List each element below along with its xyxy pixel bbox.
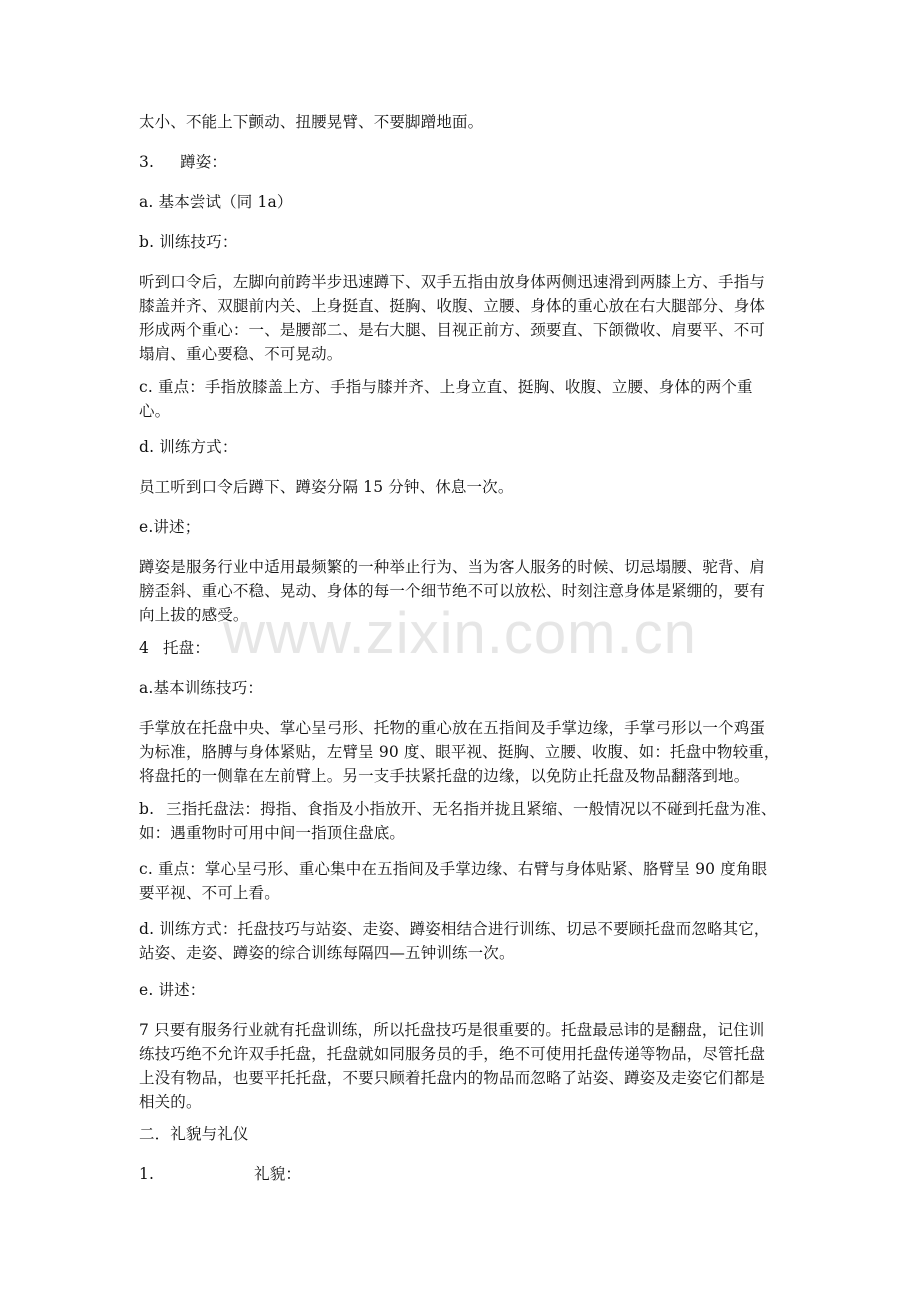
item-explanation-heading xyxy=(139,515,787,539)
paragraph-squat-keypoints xyxy=(139,375,787,423)
text-line: 听到口令后，左脚向前跨半步迅速蹲下、双手五指由放身体两侧迅速滑到两膝上方、手指与 xyxy=(139,273,766,291)
item-basic-attempt xyxy=(139,190,787,214)
text-line: 7 只要有服务行业就有托盘训练，所以托盘技巧是很重要的。托盘最忌讳的是翻盘，记住训 xyxy=(139,1021,765,1039)
chapter-heading-courtesy xyxy=(139,1122,787,1146)
text-line: 相关的。 xyxy=(139,1093,202,1111)
text-line: 蹲姿是服务行业中适用最频繁的一种举止行为、当为客人服务的时候、切忌塌腰、驼背、肩 xyxy=(139,558,766,576)
section-number: 4 xyxy=(139,639,150,657)
text-line: 塌肩、重心要稳、不可晃动。 xyxy=(139,345,343,363)
paragraph-three-finger-tray xyxy=(139,797,787,845)
section-heading-politeness xyxy=(139,1162,787,1186)
text-line: 要平视、不可上看。 xyxy=(139,884,280,902)
text-line xyxy=(139,797,787,821)
item-explanation-heading-2 xyxy=(139,978,787,1002)
text-line: 为标准，胳膊与身体紧贴，左臂呈 90 度、眼平视、挺胸、立腰、收腹、如：托盘中物较重， xyxy=(139,743,780,761)
section-heading-tray xyxy=(139,636,787,660)
paragraph-training-method xyxy=(139,475,787,499)
text-line: a. 基本尝试（同 1a） xyxy=(139,193,293,211)
paragraph-squat-explanation xyxy=(139,555,787,627)
section-heading-squat xyxy=(139,150,787,174)
paragraph-tray-training-method xyxy=(139,917,787,965)
text-line: 二．礼貌与礼仪 xyxy=(139,1125,249,1143)
text-line: 太小、不能上下颤动、扭腰晃臂、不要脚蹭地面。 xyxy=(139,113,484,131)
text-line: 向上拔的感受。 xyxy=(139,606,249,624)
text-line: 员工听到口令后蹲下、蹲姿分隔 15 分钟、休息一次。 xyxy=(139,478,514,496)
item-basic-training-heading xyxy=(139,676,787,700)
text-line: 练技巧绝不允许双手托盘，托盘就如同服务员的手，绝不可使用托盘传递等物品，尽管托盘 xyxy=(139,1045,766,1063)
text-line: c. 重点：手指放膝盖上方、手指与膝并齐、上身立直、挺胸、收腹、立腰、身体的两个重 xyxy=(139,378,753,396)
text-line: 站姿、走姿、蹲姿的综合训练每隔四—五钟训练一次。 xyxy=(139,944,515,962)
paragraph-tray-technique xyxy=(139,716,787,788)
item-text: 三指托盘法：拇指、食指及小指放开、无名指并拢且紧缩、一般情况以不碰到托盘为准、 xyxy=(166,800,777,818)
item-training-method-heading xyxy=(139,435,787,459)
section-title: 礼貌： xyxy=(254,1165,302,1183)
section-number: 3. xyxy=(139,153,155,171)
text-line: 膀歪斜、重心不稳、晃动、身体的每一个细节绝不可以放松、时刻注意身体是紧绷的，要有 xyxy=(139,582,766,600)
text-line: 上没有物品，也要平托托盘，不要只顾着托盘内的物品而忽略了站姿、蹲姿及走姿它们都是 xyxy=(139,1069,766,1087)
text-line: c. 重点：掌心呈弓形、重心集中在五指间及手掌边缘、右臂与身体贴紧、胳臂呈 90 度角眼 xyxy=(139,860,768,878)
text-line: d. 训练方式： xyxy=(139,438,238,456)
section-title: 蹲姿： xyxy=(180,153,228,171)
text-line: 将盘托的一侧靠在左前臂上。另一支手扶紧托盘的边缘，以免防止托盘及物品翻落到地。 xyxy=(139,767,750,785)
paragraph-posture-end xyxy=(139,110,787,134)
text-line: 形成两个重心：一、是腰部二、是右大腿、目视正前方、颈要直、下颌微收、肩要平、不可 xyxy=(139,321,766,339)
section-title: 托盘： xyxy=(163,639,210,657)
text-line: a.基本训练技巧： xyxy=(139,679,264,697)
watermark: www.zixin.com.cn xyxy=(223,601,697,666)
text-line: 手掌放在托盘中央、掌心呈弓形、托物的重心放在五指间及手掌边缘，手掌弓形以一个鸡蛋 xyxy=(139,719,766,737)
text-line: 如：遇重物时可用中间一指顶住盘底。 xyxy=(139,824,406,842)
text-line: e.讲述； xyxy=(139,518,201,536)
text-line: b. 训练技巧： xyxy=(139,233,238,251)
text-line: e. 讲述： xyxy=(139,981,206,999)
item-label: b. xyxy=(139,800,155,818)
item-training-skill-heading xyxy=(139,230,787,254)
text-line: 心。 xyxy=(139,402,171,420)
section-number: 1. xyxy=(139,1165,155,1183)
text-line: 膝盖并齐、双腿前内关、上身挺直、挺胸、收腹、立腰、身体的重心放在右大腿部分、身体 xyxy=(139,297,766,315)
paragraph-squat-technique xyxy=(139,270,787,366)
paragraph-tray-explanation xyxy=(139,1018,787,1114)
text-line: d. 训练方式：托盘技巧与站姿、走姿、蹲姿相结合进行训练、切忌不要顾托盘而忽略其它， xyxy=(139,920,770,938)
paragraph-tray-keypoints xyxy=(139,857,787,905)
